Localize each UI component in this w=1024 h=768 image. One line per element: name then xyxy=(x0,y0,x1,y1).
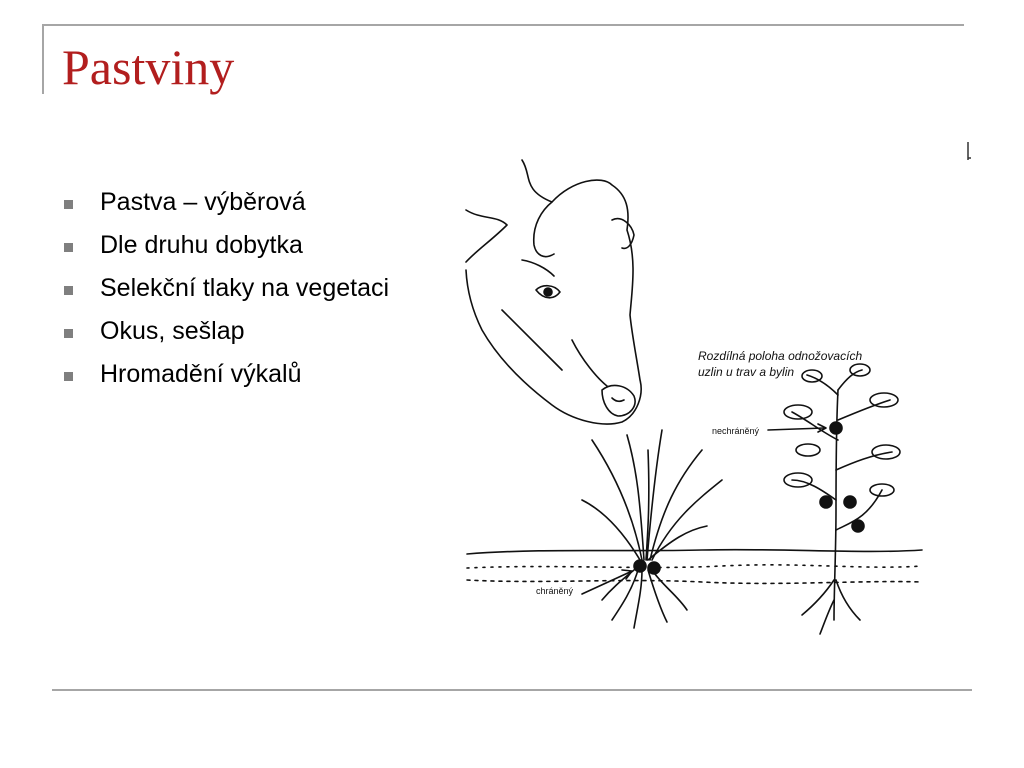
bullet-text: Okus, sešlap xyxy=(100,317,245,345)
unprotected-arrow xyxy=(768,428,824,430)
bullet-list xyxy=(60,186,390,401)
cow-head-drawing xyxy=(466,160,641,424)
grass-tuft-drawing xyxy=(582,430,722,628)
slide-title: Pastviny xyxy=(62,39,235,95)
square-bullet-icon xyxy=(64,286,73,295)
figure-caption-line2: uzlin u trav a bylin xyxy=(698,365,795,379)
unprotected-node-dot xyxy=(830,422,842,434)
soil-layer-drawing xyxy=(467,550,922,584)
unprotected-node-dot xyxy=(820,496,832,508)
unprotected-node-dot xyxy=(852,520,864,532)
bullet-item xyxy=(60,315,390,348)
unprotected-node-dot xyxy=(844,496,856,508)
bullet-item xyxy=(60,229,390,262)
figure-caption-line1: Rozdílná poloha odnožovacích xyxy=(698,349,863,363)
protected-arrow xyxy=(582,572,630,594)
slide-footer-rule xyxy=(52,689,972,691)
protected-node-dot xyxy=(634,560,646,572)
bullet-text: Hromadění výkalů xyxy=(100,360,302,388)
label-protected: chráněný xyxy=(536,586,574,596)
bullet-item xyxy=(60,272,390,305)
herb-plant-drawing xyxy=(784,364,900,634)
slide-frame-top-rule xyxy=(42,24,964,26)
bullet-text: Pastva – výběrová xyxy=(100,188,306,216)
square-bullet-icon xyxy=(64,329,73,338)
slide-frame-left-rule xyxy=(42,24,44,94)
square-bullet-icon xyxy=(64,372,73,381)
square-bullet-icon xyxy=(64,243,73,252)
cropped-decoration-mark xyxy=(967,140,972,162)
bullet-item xyxy=(60,358,390,391)
bullet-text: Selekční tlaky na vegetaci xyxy=(100,274,390,302)
cow-grazing-illustration xyxy=(462,150,982,640)
bullet-item xyxy=(60,186,390,219)
bullet-text: Dle druhu dobytka xyxy=(100,231,303,259)
square-bullet-icon xyxy=(64,200,73,209)
label-unprotected: nechráněný xyxy=(712,426,760,436)
protected-node-dot xyxy=(648,562,660,574)
